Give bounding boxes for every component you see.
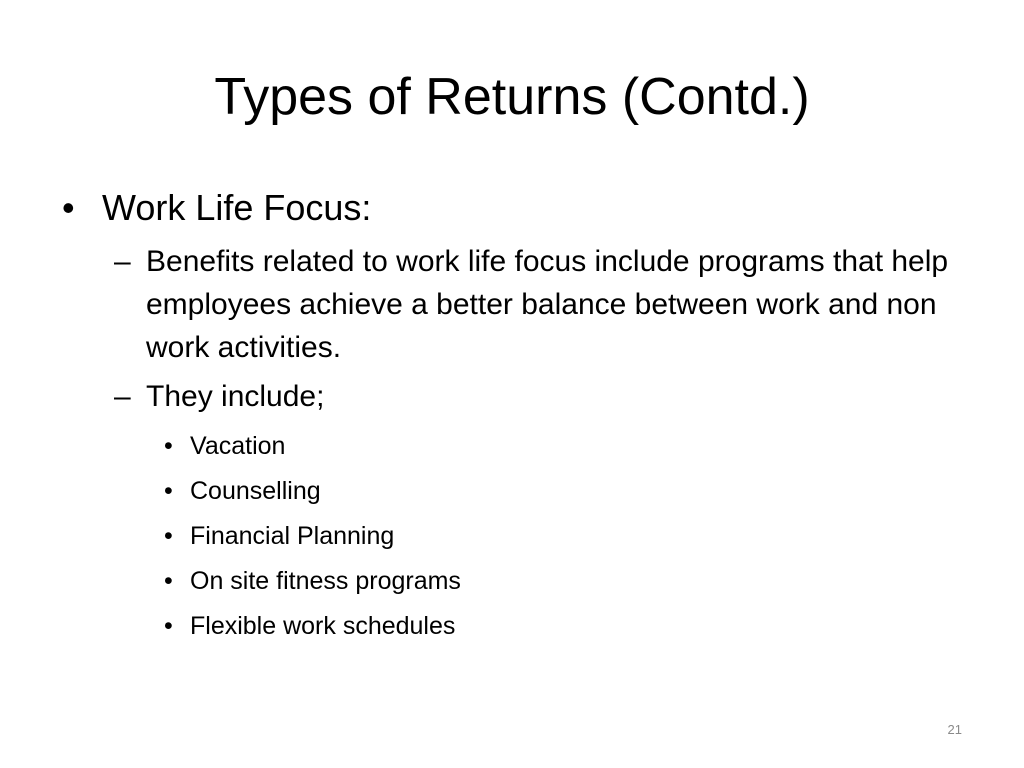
page-number: 21: [947, 722, 962, 737]
sub-bullet-text: Benefits related to work life focus include programs that help employees achieve a better balance between work and non work activities.: [146, 245, 949, 364]
list-item-text: Financial Planning: [190, 522, 395, 550]
sub-bullet-benefits: [62, 240, 962, 369]
bullet-icon: •: [164, 522, 173, 550]
list-item-text: Vacation: [190, 432, 286, 460]
bullet-icon: •: [164, 612, 173, 640]
sub-bullet-text: They include;: [146, 380, 325, 413]
bullet-work-life-focus: [62, 180, 962, 236]
bullet-icon: •: [62, 187, 75, 228]
list-item-text: On site fitness programs: [190, 567, 461, 595]
list-item-fitness-programs: [62, 559, 962, 604]
sub-bullet-they-include: [62, 375, 962, 418]
bullet-icon: •: [164, 432, 173, 460]
slide-title: Types of Returns (Contd.): [214, 68, 810, 126]
dash-icon: –: [114, 380, 131, 413]
list-item-counselling: [62, 469, 962, 514]
slide-body: [62, 180, 962, 649]
list-item-vacation: [62, 424, 962, 469]
list-item-financial-planning: [62, 514, 962, 559]
bullet-text: Work Life Focus:: [102, 187, 372, 228]
list-item-text: Counselling: [190, 477, 321, 505]
list-item-flexible-schedules: [62, 604, 962, 649]
dash-icon: –: [114, 245, 131, 278]
bullet-icon: •: [164, 477, 173, 505]
list-item-text: Flexible work schedules: [190, 612, 456, 640]
bullet-icon: •: [164, 567, 173, 595]
